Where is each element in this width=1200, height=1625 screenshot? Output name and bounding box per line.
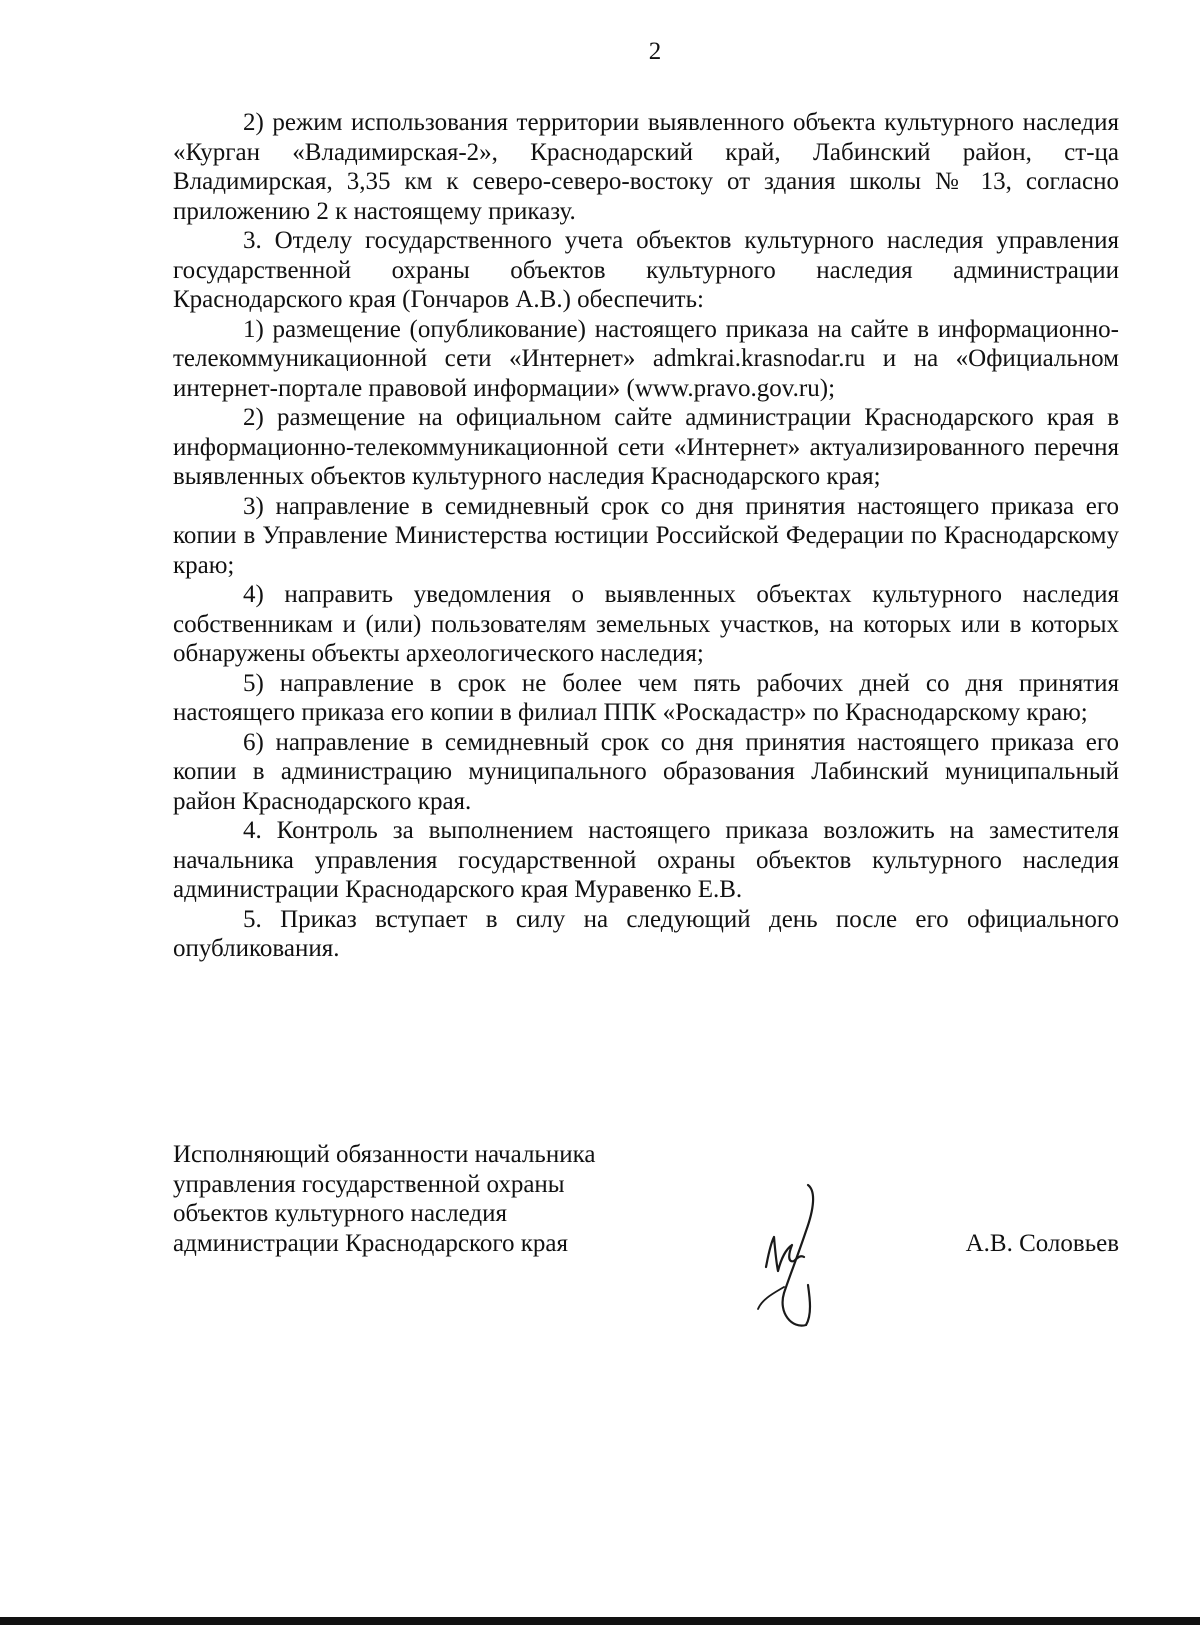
signer-position-line: управления государственной охраны: [173, 1170, 565, 1198]
paragraph-regime-territory: 2) режим использования территории выявленного объекта культурного наследия «Курган «Владимирская-2», Краснодарский край, Лабинский район, ст-ца Владимирская, 3,35 км к северо-северо-востоку от здания школы № 13, согласно приложению 2 к настоящему приказу.: [173, 109, 1119, 225]
scan-edge-shadow: [0, 1617, 1200, 1625]
paragraph-municipal-administration: 6) направление в семидневный срок со дня принятия настоящего приказа его копии в администрацию муниципального образования Лабинский муниципальный район Краснодарского края.: [173, 728, 1119, 815]
signer-position-line: администрации Краснодарского края: [173, 1229, 569, 1257]
signer-position-line: объектов культурного наследия: [173, 1200, 507, 1227]
signer-position-line: Исполняющий обязанности начальника: [173, 1141, 596, 1168]
paragraph-ministry-of-justice: 3) направление в семидневный срок со дня принятия настоящего приказа его копии в Управление Министерства юстиции Российской Федерации по Краснодарскому краю;: [173, 492, 1119, 579]
paragraph-publication: 1) размещение (опубликование) настоящего приказа на сайте в информационно-телекоммуникационной сети «Интернет» admkrai.krasnodar.ru и на «Официальном интернет-портале правовой информации» (www.pravo.gov.ru);: [173, 315, 1119, 402]
signature-block: [173, 1140, 1119, 1340]
paragraph-item-5-effective: 5. Приказ вступает в силу на следующий день после его официального опубликования.: [173, 905, 1119, 962]
paragraph-item-3: 3. Отделу государственного учета объектов культурного наследия управления государственной охраны объектов культурного наследия администрации Краснодарского края (Гончаров А.В.) обеспечить:: [173, 227, 1119, 313]
paragraph-roskadastr: 5) направление в срок не более чем пять рабочих дней со дня принятия настоящего приказа его копии в филиал ППК «Роскадастр» по Краснодарскому краю;: [173, 669, 1119, 726]
signer-name: А.В. Соловьев: [965, 1230, 1119, 1257]
handwritten-signature: [748, 1175, 818, 1335]
signer-position: [173, 1140, 693, 1258]
page-number: 2: [648, 38, 662, 65]
paragraph-item-4-control: 4. Контроль за выполнением настоящего приказа возложить на заместителя начальника управления государственной охраны объектов культурного наследия администрации Краснодарского края Муравенко Е.В.: [173, 817, 1119, 903]
paragraph-notifications: 4) направить уведомления о выявленных объектах культурного наследия собственникам и (или) пользователям земельных участков, на которых или в которых обнаружены объекты археологического наследия;: [173, 581, 1119, 667]
paragraph-official-site: 2) размещение на официальном сайте администрации Краснодарского края в информационно-телекоммуникационной сети «Интернет» актуализированного перечня выявленных объектов культурного наследия Краснодарского края;: [173, 404, 1119, 490]
document-body: [173, 108, 1119, 964]
